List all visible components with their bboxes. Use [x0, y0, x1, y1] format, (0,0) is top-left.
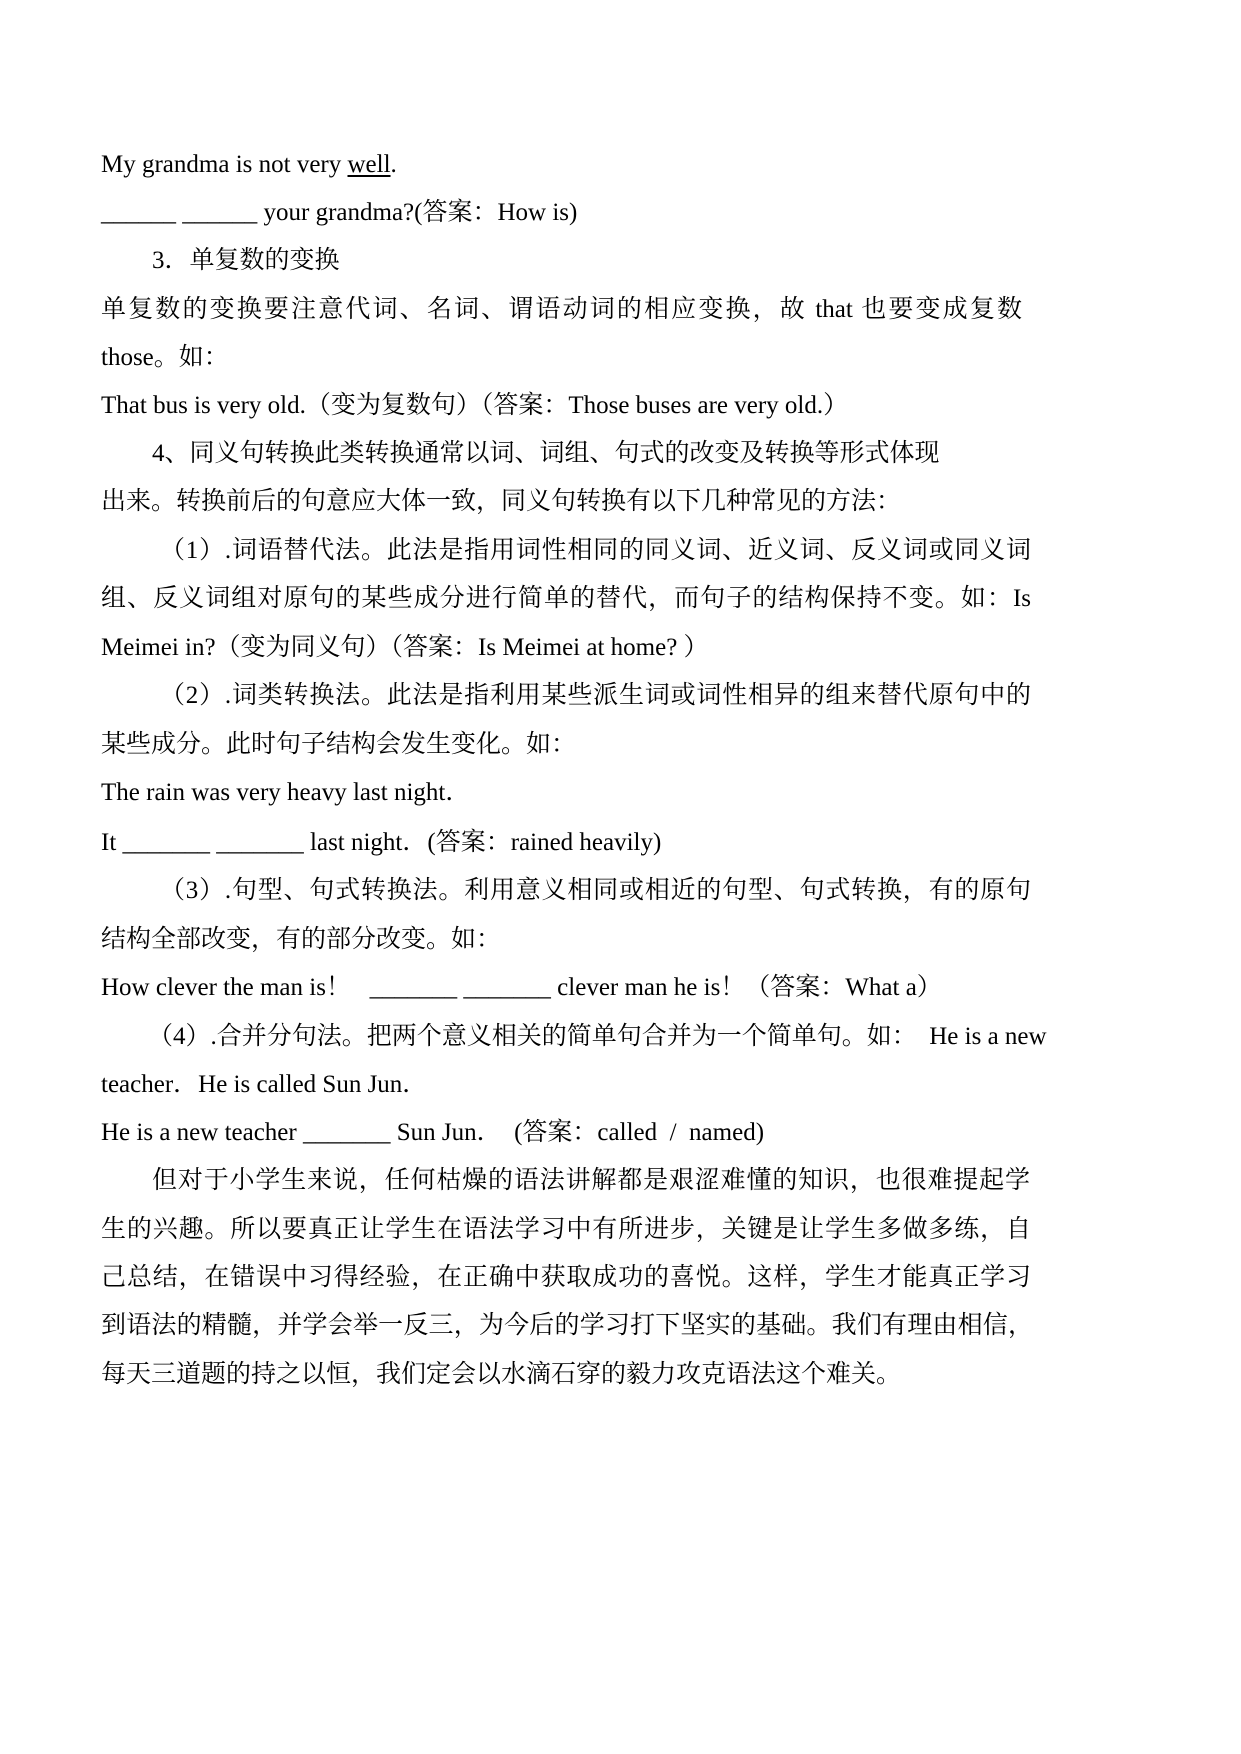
body-text-line: 某些成分。此时句子结构会发生变化。如：	[101, 731, 577, 758]
fill-blank-exercise: How clever the man is！ _______ _______ clever man he is！（答案：What a）	[101, 974, 942, 1001]
method-heading: （1）.词语替代法。此法是指用词性相同的同义词、近义词、反义词或同义词	[160, 537, 1031, 564]
method-heading: （3）.句型、句式转换法。利用意义相同或相近的句型、句式转换，有的原句	[160, 877, 1031, 904]
example-with-answer: Meimei in?（变为同义句）（答案：Is Meimei at home? ）	[101, 634, 709, 661]
conclusion-text-line: 每天三道题的持之以恒，我们定会以水滴石穿的毅力攻克语法这个难关。	[101, 1361, 902, 1388]
body-text-line: 出来。转换前后的句意应大体一致，同义句转换有以下几种常见的方法：	[101, 488, 902, 515]
conclusion-text-line: 生的兴趣。所以要真正让学生在语法学习中有所进步，关键是让学生多做多练，自	[101, 1216, 1031, 1243]
body-text-line: 组、反义词组对原句的某些成分进行简单的替代，而句子的结构保持不变。如：Is	[101, 585, 1031, 612]
example-sentence-text: My grandma is not very	[101, 151, 348, 178]
example-sentence	[101, 147, 397, 183]
body-text-line: 结构全部改变，有的部分改变。如：	[101, 926, 502, 953]
fill-blank-exercise: It _______ _______ last night．(答案：rained heavily)	[101, 829, 662, 856]
body-text-line: 单复数的变换要注意代词、名词、谓语动词的相应变换，故 that 也要变成复数	[101, 296, 1022, 323]
fill-blank-exercise: ______ ______ your grandma?(答案：How is)	[101, 199, 578, 226]
section-heading: 4、同义句转换此类转换通常以词、词组、句式的改变及转换等形式体现	[152, 440, 940, 467]
method-heading: （4）.合并分句法。把两个意义相关的简单句合并为一个简单句。如： He is a new	[148, 1023, 1047, 1050]
example-sentence: The rain was very heavy last night．	[101, 779, 471, 806]
example-sentence-end: .	[390, 151, 397, 178]
example-with-answer: That bus is very old.（变为复数句）（答案：Those buses are very old.）	[101, 392, 849, 419]
method-heading: （2）.词类转换法。此法是指利用某些派生词或词性相异的组来替代原句中的	[160, 682, 1031, 709]
conclusion-text-line: 到语法的精髓，并学会举一反三，为今后的学习打下坚实的基础。我们有理由相信，	[101, 1312, 1033, 1339]
section-heading: 3．单复数的变换	[152, 247, 340, 274]
conclusion-text-line: 但对于小学生来说，任何枯燥的语法讲解都是艰涩难懂的知识，也很难提起学	[152, 1167, 1030, 1194]
fill-blank-exercise: He is a new teacher _______ Sun Jun． (答案：called / named)	[101, 1119, 765, 1146]
underlined-word: well	[347, 151, 391, 178]
body-text-line: those。如：	[101, 344, 229, 371]
example-sentence: teacher．He is called Sun Jun．	[101, 1071, 428, 1098]
conclusion-text-line: 己总结，在错误中习得经验，在正确中获取成功的喜悦。这样，学生才能真正学习	[101, 1264, 1031, 1291]
